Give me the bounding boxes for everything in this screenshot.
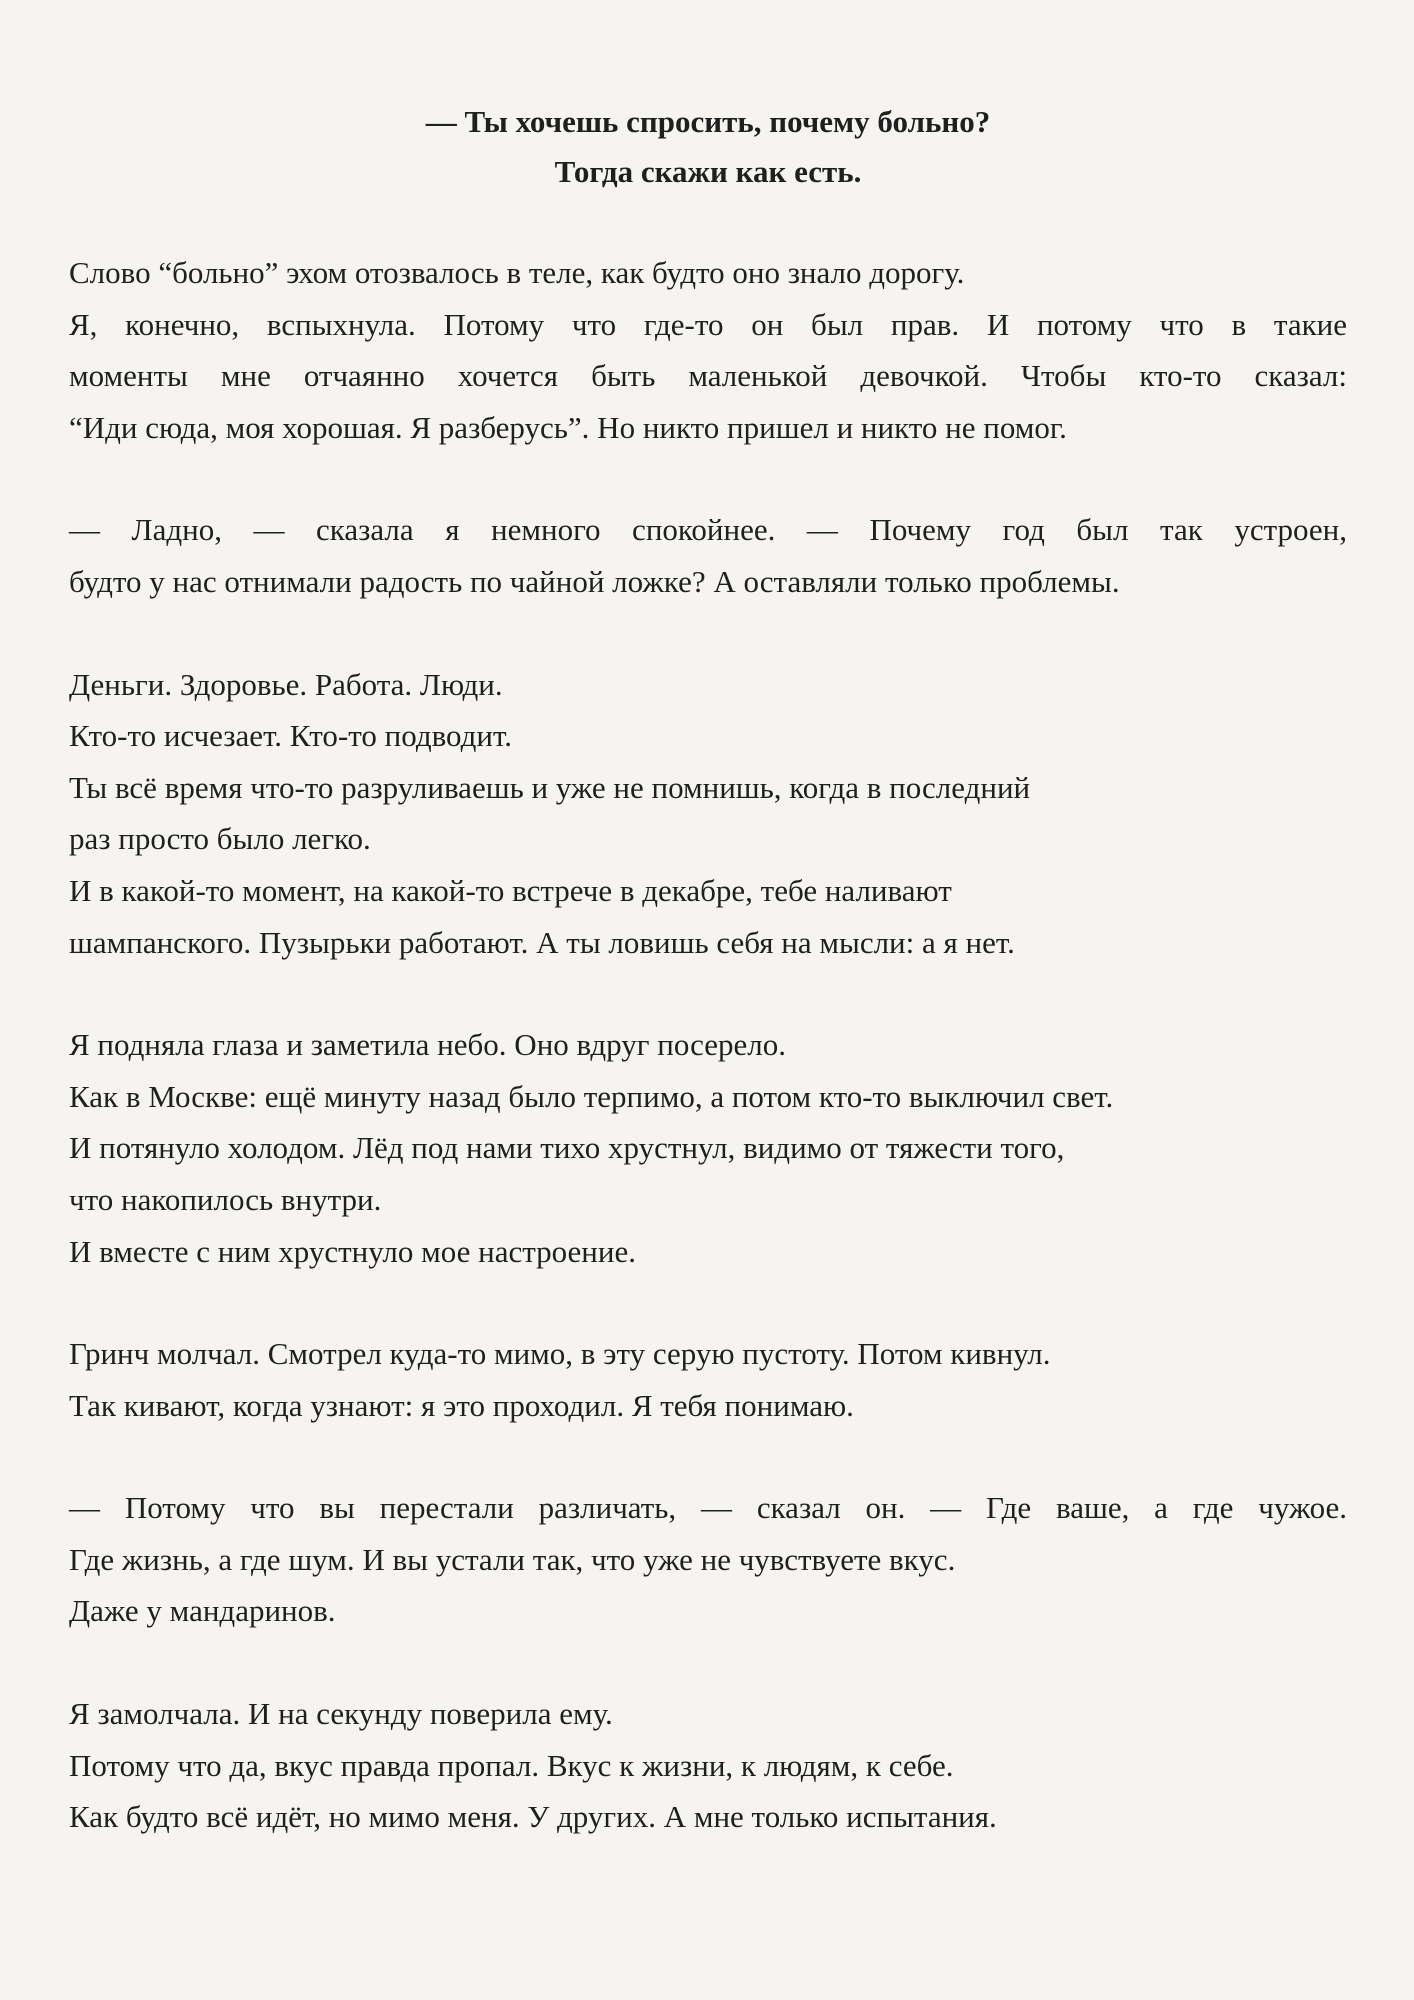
text-line: Ты всё время что-то разруливаешь и уже не помнишь, когда в последний [69, 769, 1031, 805]
heading-line-2: Тогда скажи как есть. [554, 154, 862, 189]
text-line: Слово “больно” эхом отозвалось в теле, как будто оно знало дорогу. [69, 255, 965, 290]
paragraph-4 [69, 1019, 1347, 1277]
paragraph-2 [69, 504, 1347, 607]
text-line: — Потому что вы перестали различать, — сказал он. — Где ваше, а где чужое. [69, 1490, 1347, 1526]
text-line: Кто-то исчезает. Кто-то подводит. [69, 718, 512, 754]
text-line: Потому что да, вкус правда пропал. Вкус к жизни, к людям, к себе. [69, 1747, 954, 1783]
text-line: шампанского. Пузырьки работают. А ты ловишь себя на мысли: а я нет. [69, 924, 1015, 960]
text-line: что накопилось внутри. [69, 1181, 382, 1217]
text-line: Я подняла глаза и заметила небо. Оно вдруг посерело. [69, 1027, 786, 1063]
paragraph-3 [69, 659, 1347, 969]
paragraph-5 [69, 1328, 1347, 1431]
text-line: Деньги. Здоровье. Работа. Люди. [69, 666, 503, 702]
text-line: Так кивают, когда узнают: я это проходил. Я тебя понимаю. [69, 1387, 854, 1423]
text-line: И вместе с ним хрустнуло мое настроение. [69, 1233, 636, 1269]
text-line: “Иди сюда, моя хорошая. Я разберусь”. Но никто пришел и никто не помог. [69, 409, 1067, 445]
text-line: Я замолчала. И на секунду поверила ему. [69, 1696, 613, 1732]
heading-line-1: — Ты хочешь спросить, почему больно? [425, 104, 991, 139]
text-line: моменты мне отчаянно хочется быть маленькой девочкой. Чтобы кто-то сказал: [69, 358, 1347, 394]
paragraph-1 [69, 247, 1347, 453]
text-line: будто у нас отнимали радость по чайной ложке? А оставляли только проблемы. [69, 563, 1120, 599]
text-line: Гринч молчал. Смотрел куда-то мимо, в эту серую пустоту. Потом кивнул. [69, 1336, 1051, 1372]
paragraph-6 [69, 1482, 1347, 1637]
dialogue-heading [69, 97, 1347, 197]
text-line: Как будто всё идёт, но мимо меня. У других. А мне только испытания. [69, 1799, 997, 1835]
text-line: — Ладно, — сказала я немного спокойнее. — Почему год был так устроен, [69, 512, 1347, 548]
text-line: Я, конечно, вспыхнула. Потому что где-то он был прав. И потому что в такие [69, 306, 1347, 342]
paragraph-7 [69, 1688, 1347, 1843]
text-line: Даже у мандаринов. [69, 1593, 336, 1629]
text-line: Где жизнь, а где шум. И вы устали так, что уже не чувствуете вкус. [69, 1541, 956, 1577]
text-line: И в какой-то момент, на какой-то встрече в декабре, тебе наливают [69, 872, 952, 908]
text-line: И потянуло холодом. Лёд под нами тихо хрустнул, видимо от тяжести того, [69, 1130, 1065, 1166]
text-line: Как в Москве: ещё минуту назад было терпимо, а потом кто-то выключил свет. [69, 1078, 1114, 1114]
text-line: раз просто было легко. [69, 821, 371, 857]
